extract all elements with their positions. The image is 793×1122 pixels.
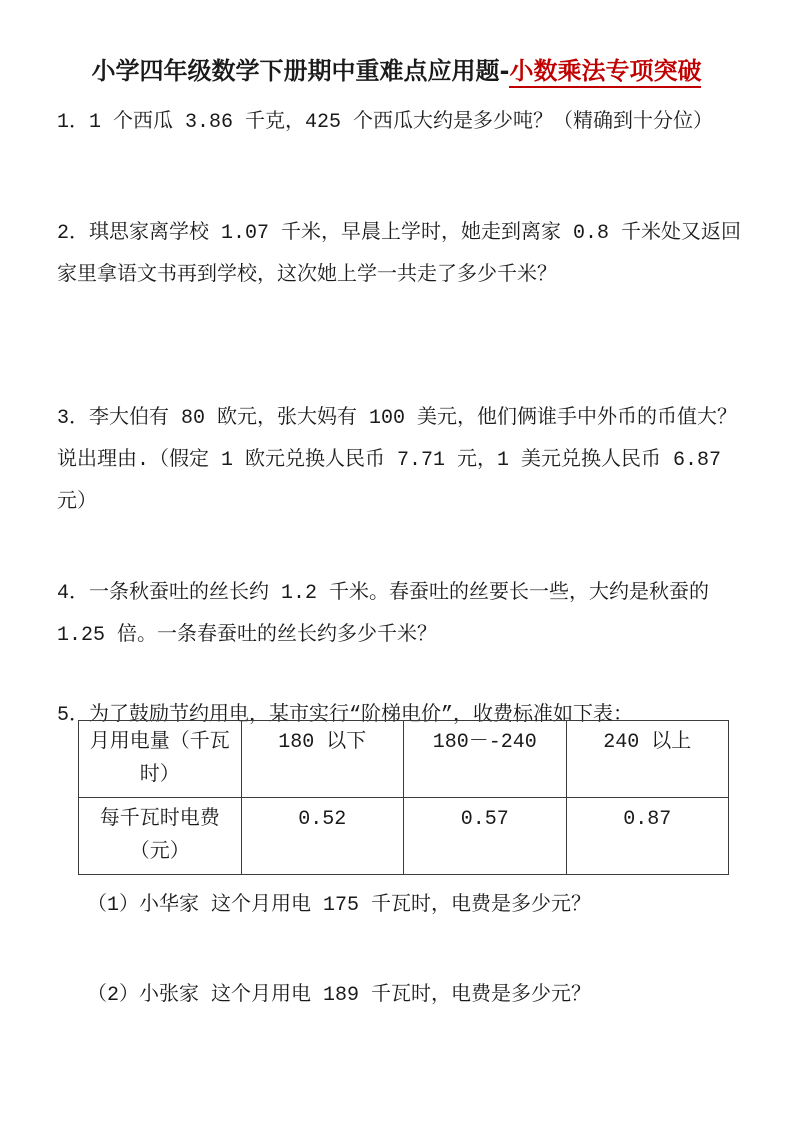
- page-title: [0, 54, 793, 88]
- sub-question-2: （2）小张家 这个月用电 189 千瓦时，电费是多少元？: [87, 984, 592, 1007]
- table-cell-tier3-range: 240 以上: [566, 721, 729, 798]
- table-cell-tier2-price: 0.57: [404, 798, 567, 875]
- table-row-price: [79, 798, 729, 875]
- question-4: 4．一条秋蚕吐的丝长约 1.2 千米。春蚕吐的丝要长一些，大约是秋蚕的 1.25 倍。一条春蚕吐的丝长约多少千米？: [57, 582, 710, 647]
- electricity-price-table: [78, 720, 729, 875]
- table-cell-price-header: 每千瓦时电费（元）: [79, 798, 242, 875]
- sub-question-1: （1）小华家 这个月用电 175 千瓦时，电费是多少元？: [87, 894, 592, 917]
- table-cell-usage-header: 月用电量（千瓦时）: [79, 721, 242, 798]
- table-row-usage: [79, 721, 729, 798]
- question-3: 3．李大伯有 80 欧元，张大妈有 100 美元，他们俩谁手中外币的币值大？说出理由.（假定 1 欧元兑换人民币 7.71 元，1 美元兑换人民币 6.87 元）: [57, 407, 738, 514]
- title-prefix: 小学四年级数学下册期中重难点应用题-: [91, 57, 510, 86]
- table-cell-tier2-range: 180－-240: [404, 721, 567, 798]
- title-topic-highlight: 小数乘法专项突破: [509, 57, 701, 88]
- question-2: 2．琪思家离学校 1.07 千米，早晨上学时，她走到离家 0.8 千米处又返回家里拿语文书再到学校，这次她上学一共走了多少千米？: [57, 222, 742, 287]
- table-cell-tier1-range: 180 以下: [241, 721, 404, 798]
- question-5: 5．为了鼓励节约用电，某市实行“阶梯电价”，收费标准如下表：: [57, 704, 634, 727]
- question-1: 1．1 个西瓜 3.86 千克，425 个西瓜大约是多少吨？（精确到十分位）: [57, 111, 714, 134]
- table-cell-tier1-price: 0.52: [241, 798, 404, 875]
- table-cell-tier3-price: 0.87: [566, 798, 729, 875]
